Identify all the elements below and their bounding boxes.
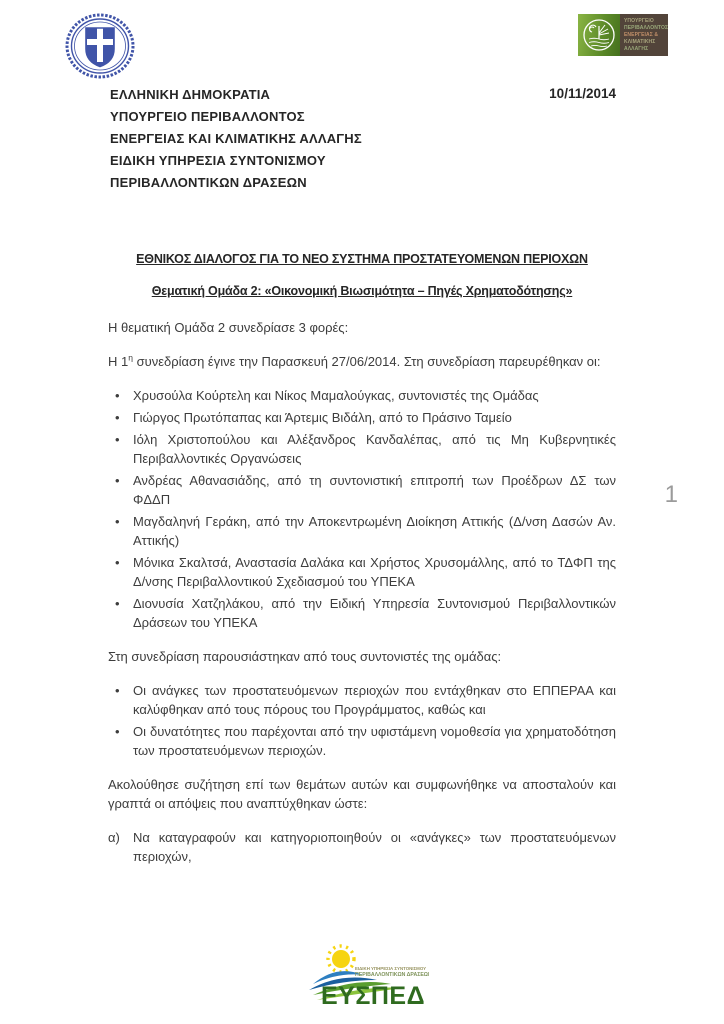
agency-letterhead	[110, 84, 362, 194]
ministry-logo-line: ΥΠΟΥΡΓΕΙΟ	[624, 18, 654, 24]
agency-line: ΕΛΛΗΝΙΚΗ ΔΗΜΟΚΡΑΤΙΑ	[110, 87, 271, 102]
attendee-item: • Ιόλη Χριστοπούλου και Αλέξανδρος Κανδαλέπας, από τις Μη Κυβερνητικές Περιβαλλοντικές Οργανώσεις	[108, 430, 616, 468]
eysped-small-text-line1: ΕΙΔΙΚΗ ΥΠΗΡΕΣΙΑ ΣΥΝΤΟΝΙΣΜΟΥ	[355, 966, 427, 971]
agency-line: ΕΝΕΡΓΕΙΑΣ ΚΑΙ ΚΛΙΜΑΤΙΚΗΣ ΑΛΛΑΓΗΣ	[110, 131, 362, 146]
page-number: 1	[664, 481, 678, 508]
meeting-text-rest: συνεδρίαση έγινε την Παρασκευή 27/06/2014. Στη συνεδρίαση παρευρέθηκαν οι:	[132, 354, 601, 369]
meeting-text-prefix: Η 1	[108, 354, 129, 369]
presented-item: • Οι ανάγκες των προστατευόμενων περιοχών που εντάχθηκαν στο ΕΠΠΕΡΑΑ και καλύφθηκαν από τους πόρους του Προγράμματος, καθώς και	[108, 681, 616, 719]
sun-icon	[328, 946, 354, 972]
attendee-item: • Μαγδαληνή Γεράκη, από την Αποκεντρωμένη Διοίκηση Αττικής (Δ/νση Δασών Αν. Αττικής)	[108, 512, 616, 550]
presented-list	[108, 681, 616, 760]
intro-paragraph: Η θεματική Ομάδα 2 συνεδρίασε 3 φορές:	[108, 320, 349, 335]
ministry-logo-text	[620, 14, 668, 56]
attendee-item: • Γιώργος Πρωτόπαπας και Άρτεμις Βιδάλη, από το Πράσινο Ταμείο	[108, 408, 616, 427]
document-title: ΕΘΝΙΚΟΣ ΔΙΑΛΟΓΟΣ ΓΙΑ ΤΟ ΝΕΟ ΣΥΣΤΗΜΑ ΠΡΟΣΤΑΤΕΥΟΜΕΝΩΝ ΠΕΡΙΟΧΩΝ	[136, 252, 588, 266]
attendee-item: • Μόνικα Σκαλτσά, Αναστασία Δαλάκα και Χρήστος Χρυσομάλλης, από το ΤΔΦΠ της Δ/νσης Περιβαλλοντικού Σχεδιασμού του ΥΠΕΚΑ	[108, 553, 616, 591]
presented-paragraph: Στη συνεδρίαση παρουσιάστηκαν από τους συντονιστές της ομάδας:	[108, 649, 502, 664]
document-subtitle: Θεματική Ομάδα 2: «Οικονομική Βιωσιμότητα – Πηγές Χρηματοδότησης»	[151, 284, 573, 298]
ministry-logo	[578, 14, 668, 56]
lettered-item-text: Να καταγραφούν και κατηγοριοποιηθούν οι «ανάγκες» των προστατευόμενων περιοχών,	[133, 830, 616, 864]
hellenic-republic-emblem-icon	[63, 13, 137, 84]
agency-line: ΕΙΔΙΚΗ ΥΠΗΡΕΣΙΑ ΣΥΝΤΟΝΙΣΜΟΥ	[110, 153, 326, 168]
meeting-paragraph	[108, 352, 616, 371]
attendees-list	[108, 386, 616, 632]
discussion-paragraph: Ακολούθησε συζήτηση επί των θεμάτων αυτών και συμφωνήθηκε να αποσταλούν και γραπτά οι απόψεις που αναπτύχθηκαν ώστε:	[108, 777, 616, 811]
ministry-logo-line: ΠΕΡΙΒΑΛΛΟΝΤΟΣ	[624, 25, 669, 31]
ministry-logo-line: ΑΛΛΑΓΗΣ	[624, 46, 649, 52]
eysped-small-text-line2: ΠΕΡΙΒΑΛΛΟΝΤΙΚΩΝ ΔΡΑΣΕΩΝ	[355, 972, 429, 978]
presented-item: • Οι δυνατότητες που παρέχονται από την υφιστάμενη νομοθεσία για χρηματοδότηση των προστατευόμενων περιοχών.	[108, 722, 616, 760]
ministry-logo-line: ΕΝΕΡΓΕΙΑΣ &	[624, 32, 659, 38]
attendee-item: • Διονυσία Χατζηλάκου, από την Ειδική Υπηρεσία Συντονισμού Περιβαλλοντικών Δράσεων του ΥΠΕΚΑ	[108, 594, 616, 632]
document-date: 10/11/2014	[549, 86, 616, 101]
attendee-item: • Ανδρέας Αθανασιάδης, από τη συντονιστική επιτροπή των Προέδρων ΔΣ των ΦΔΔΠ	[108, 471, 616, 509]
lettered-item	[108, 828, 616, 866]
ministry-logo-line: ΚΛΙΜΑΤΙΚΗΣ	[624, 39, 656, 45]
eysped-acronym: ΕΥΣΠΕΔ	[321, 982, 426, 1010]
ministry-logo-tree-icon	[578, 14, 620, 56]
agency-line: ΥΠΟΥΡΓΕΙΟ ΠΕΡΙΒΑΛΛΟΝΤΟΣ	[110, 109, 305, 124]
eysped-logo	[295, 940, 429, 1015]
document-body	[108, 250, 616, 869]
ordinal-superscript: η	[128, 352, 133, 363]
agency-line: ΠΕΡΙΒΑΛΛΟΝΤΙΚΩΝ ΔΡΑΣΕΩΝ	[110, 175, 307, 190]
lettered-item-marker: α)	[108, 830, 120, 845]
attendee-item: • Χρυσούλα Κούρτελη και Νίκος Μαμαλούγκας, συντονιστές της Ομάδας	[108, 386, 616, 405]
